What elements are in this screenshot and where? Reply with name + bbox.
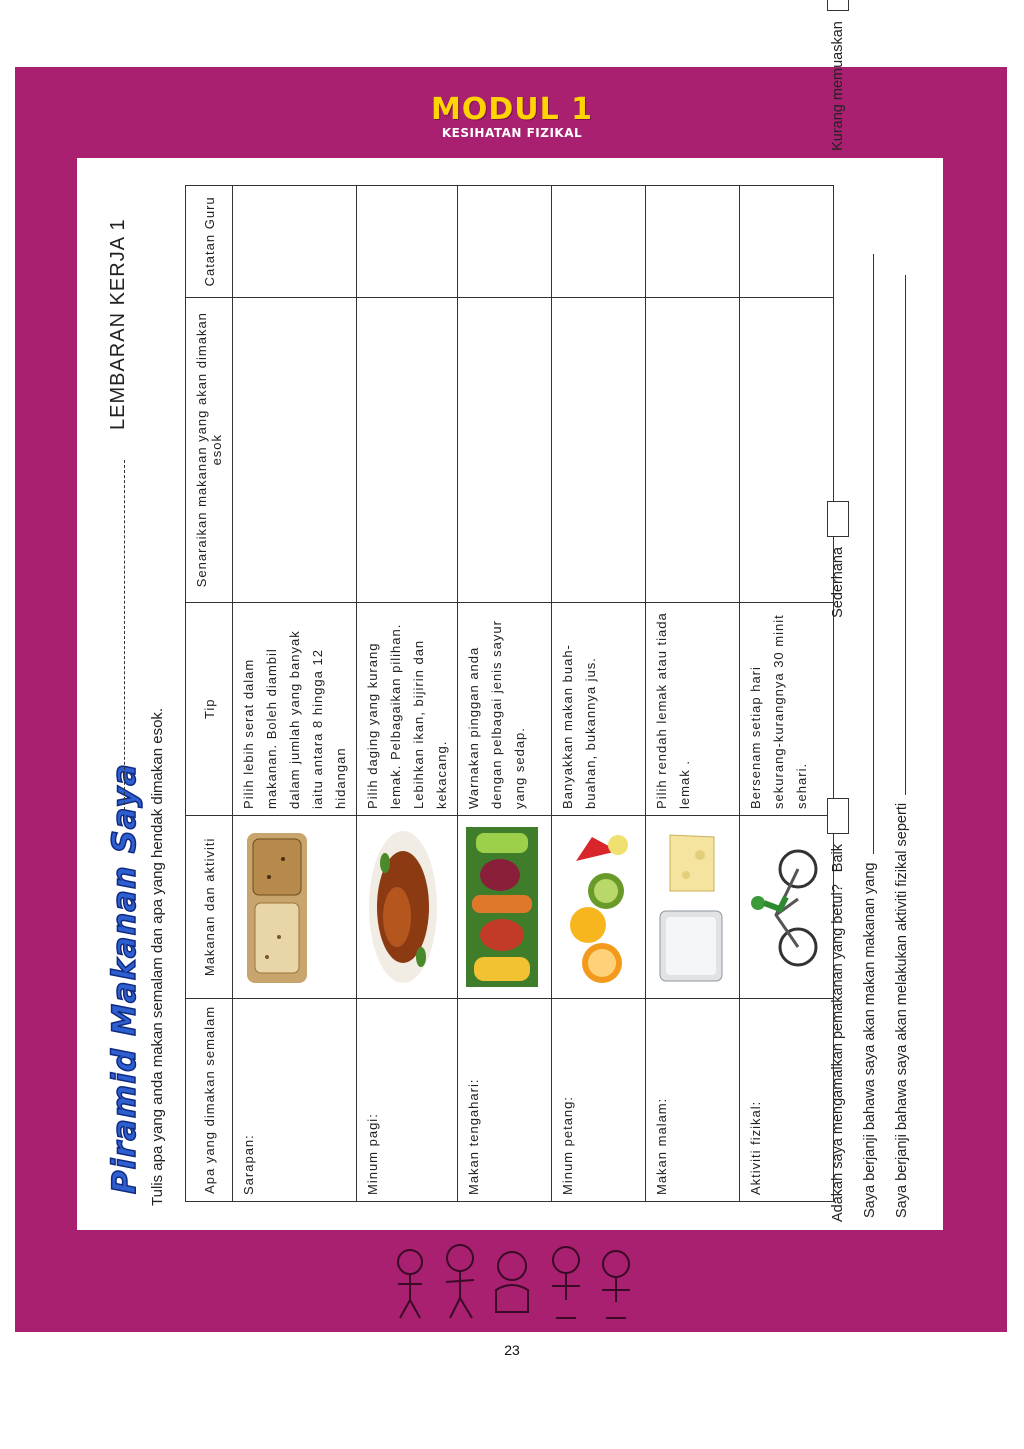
pledge-activity-line[interactable] <box>891 275 906 795</box>
food-image-cell <box>646 815 740 998</box>
tip-text: Banyakkan makan buah-buahan, bukannya jus. <box>552 602 646 815</box>
checkbox-poor[interactable] <box>827 0 849 11</box>
food-image-cell <box>458 815 552 998</box>
col-header-tomorrow: Senaraikan makanan yang akan dimakan esok <box>186 297 233 602</box>
table-row <box>233 186 357 1202</box>
food-image-cell <box>233 815 357 998</box>
vegetables-image <box>462 822 542 992</box>
row-label[interactable]: Aktiviti fizikal: <box>740 998 834 1201</box>
tomorrow-input-cell[interactable] <box>357 297 458 602</box>
teacher-notes-cell[interactable] <box>357 186 458 298</box>
pledge-food-text: Saya berjanji bahawa saya akan makan makanan yang <box>862 862 878 1218</box>
tomorrow-input-cell[interactable] <box>233 297 357 602</box>
table-row <box>357 186 458 1202</box>
row-label[interactable]: Sarapan: <box>233 998 357 1201</box>
children-illustration <box>380 1240 650 1322</box>
teacher-notes-cell[interactable] <box>552 186 646 298</box>
table-header-row <box>186 186 233 1202</box>
table-row <box>646 186 740 1202</box>
table-row <box>458 186 552 1202</box>
tip-text: Pilih lebih serat dalam makanan. Boleh diambil dalam jumlah yang banyak iaitu antara 8 hingga 12 hidangan <box>233 602 357 815</box>
tomorrow-input-cell[interactable] <box>740 297 834 602</box>
col-header-tip: Tip <box>186 602 233 815</box>
checkbox-moderate[interactable] <box>827 501 849 537</box>
page-number: 23 <box>504 1342 520 1358</box>
food-image-cell <box>740 815 834 998</box>
sheet-label: LEMBARAN KERJA 1 <box>107 218 129 430</box>
worksheet-title: Piramid Makanan Saya <box>105 763 143 1194</box>
pledge-activity <box>891 275 910 1218</box>
bread-image <box>237 822 317 992</box>
self-assessment-question <box>827 0 849 1222</box>
module-subtitle: KESIHATAN FIZIKAL <box>441 126 583 140</box>
name-blank-line[interactable] <box>124 460 125 810</box>
table-row <box>552 186 646 1202</box>
checkbox-good[interactable] <box>827 798 849 834</box>
tip-text: Pilih rendah lemak atau tiada lemak . <box>646 602 740 815</box>
milk-cheese-image <box>650 822 730 992</box>
option-label-moderate: Sederhana <box>829 546 846 618</box>
row-label[interactable]: Makan tengahari: <box>458 998 552 1201</box>
col-header-yesterday: Apa yang dimakan semalam <box>186 998 233 1201</box>
instruction-text: Tulis apa yang anda makan semalam dan apa yang hendak dimakan esok. <box>149 707 166 1206</box>
cyclist-image <box>744 822 824 992</box>
tip-text: Bersenam setiap hari sekurang-kurangnya 30 minit sehari. <box>740 602 834 815</box>
row-label[interactable]: Minum pagi: <box>357 998 458 1201</box>
col-header-food-activity: Makanan dan aktiviti <box>186 815 233 998</box>
table-row <box>740 186 834 1202</box>
pledge-activity-text: Saya berjanji bahawa saya akan melakukan aktiviti fizikal seperti <box>894 802 910 1218</box>
food-image-cell <box>357 815 458 998</box>
tomorrow-input-cell[interactable] <box>646 297 740 602</box>
row-label[interactable]: Makan malam: <box>646 998 740 1201</box>
tomorrow-input-cell[interactable] <box>458 297 552 602</box>
teacher-notes-cell[interactable] <box>740 186 834 298</box>
teacher-notes-cell[interactable] <box>458 186 552 298</box>
tomorrow-input-cell[interactable] <box>552 297 646 602</box>
fruits-image <box>556 822 636 992</box>
food-image-cell <box>552 815 646 998</box>
option-label-good: Baik <box>829 843 846 873</box>
tip-text: Warnakan pinggan anda dengan pelbagai jenis sayur yang sedap. <box>458 602 552 815</box>
tip-text: Pilih daging yang kurang lemak. Pelbagaikan pilihan. Lebihkan ikan, bijirin dan kekacang. <box>357 602 458 815</box>
teacher-notes-cell[interactable] <box>233 186 357 298</box>
teacher-notes-cell[interactable] <box>646 186 740 298</box>
food-table <box>185 185 834 1202</box>
question-text: Adakah saya mengamalkan pemakanan yang betul? <box>829 884 846 1222</box>
row-label[interactable]: Minum petang: <box>552 998 646 1201</box>
roast-chicken-image <box>361 822 441 992</box>
col-header-teacher-notes: Catatan Guru <box>186 186 233 298</box>
option-label-poor: Kurang memuaskan <box>829 21 846 151</box>
pledge-food <box>859 254 878 1218</box>
module-title: MODUL 1 <box>430 92 594 127</box>
pledge-food-line[interactable] <box>859 254 874 854</box>
